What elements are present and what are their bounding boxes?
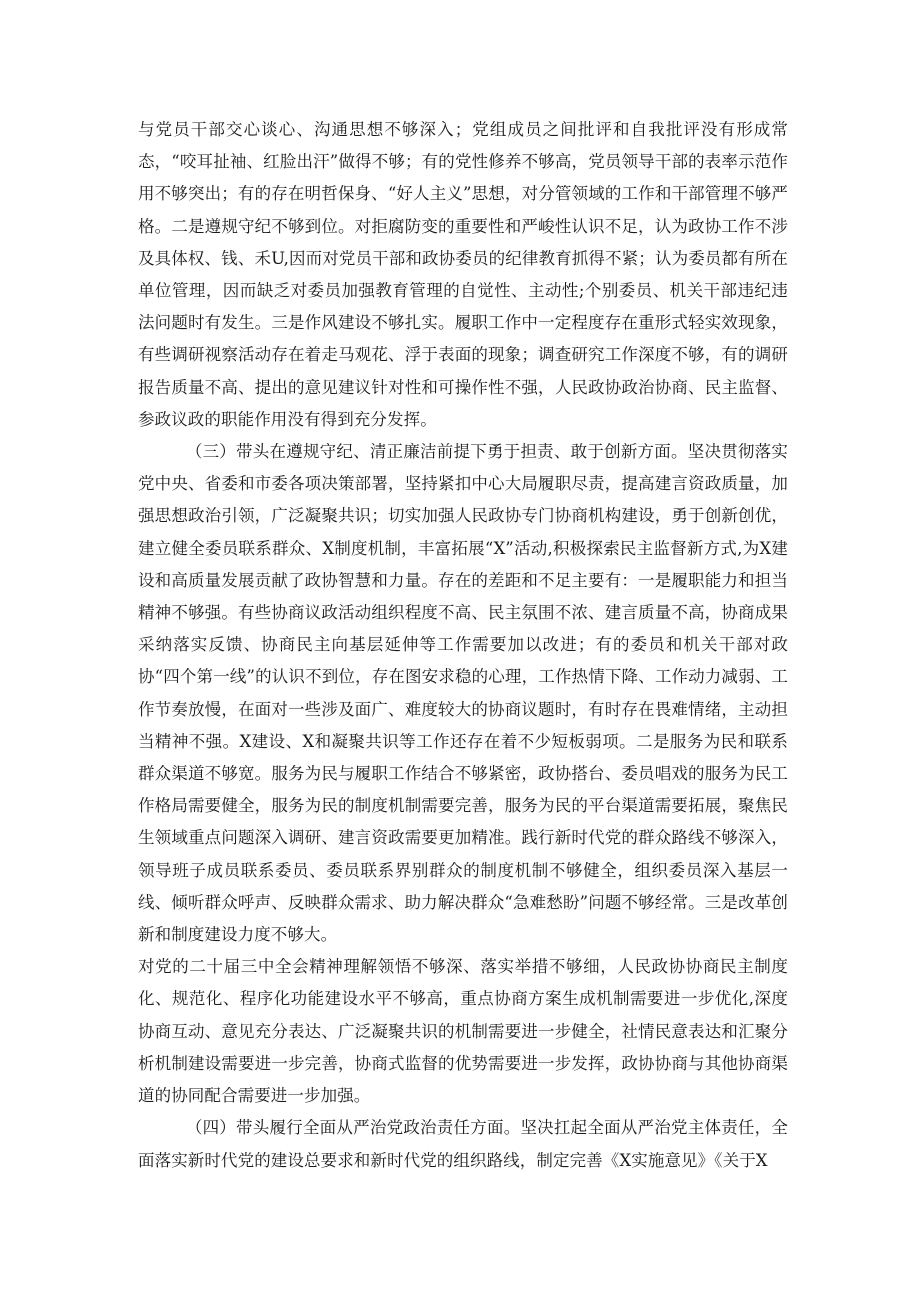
document-body: [138, 114, 788, 1177]
paragraph-section-three: （三）带头在遵规守纪、清正廉洁前提下勇于担责、敢于创新方面。坚决贯彻落实党中央、省委和市委各项决策部署，坚持紧扣中心大局履职尽责，提高建言资政质量，加强思想政治引领，广泛凝聚共识；切实加强人民政协专门协商机构建设，勇于创新创优，建立健全委员联系群众、X制度机制，丰富拓展“X”活动,积极探索民主监督新方式,为X建设和高质量发展贡献了政协智慧和力量。存在的差距和不足主要有：一是履职能力和担当精神不够强。有些协商议政活动组织程度不高、民主氛围不浓、建言质量不高，协商成果采纳落实反馈、协商民主向基层延伸等工作需要加以改进；有的委员和机关干部对政协“四个第一线”的认识不到位，存在图安求稳的心理，工作热情下降、工作动力减弱、工作节奏放慢，在面对一些涉及面广、难度较大的协商议题时，有时存在畏难情绪，主动担当精神不强。X建设、X和凝聚共识等工作还存在着不少短板弱项。二是服务为民和联系群众渠道不够宽。服务为民与履职工作结合不够紧密，政协搭台、委员唱戏的服务为民工作格局需要健全，服务为民的制度机制需要完善，服务为民的平台渠道需要拓展，聚焦民生领域重点问题深入调研、建言资政需要更加精准。践行新时代党的群众路线不够深入，领导班子成员联系委员、委员联系界别群众的制度机制不够健全，组织委员深入基层一线、倾听群众呼声、反映群众需求、助力解决群众“急难愁盼”问题不够经常。三是改革创新和制度建设力度不够大。: [138, 442, 788, 945]
paragraph-section-four: （四）带头履行全面从严治党政治责任方面。坚决扛起全面从严治党主体责任，全面落实新时代党的建设总要求和新时代党的组织路线，制定完善《X实施意见》《关于X: [138, 1118, 788, 1170]
paragraph-reform-innovation: 对党的二十届三中全会精神理解领悟不够深、落实举措不够细，人民政协协商民主制度化、规范化、程序化功能建设水平不够高，重点协商方案生成机制需要进一步优化,深度协商互动、意见充分表达、广泛凝聚共识的机制需要进一步健全，社情民意表达和汇聚分析机制建设需要进一步完善，协商式监督的优势需要进一步发挥，政协协商与其他协商渠道的协同配合需要进一步加强。: [138, 957, 788, 1106]
paragraph-continuation: 与党员干部交心谈心、沟通思想不够深入；党组成员之间批评和自我批评没有形成常态，“咬耳扯袖、红脸出汗”做得不够；有的党性修养不够高，党员领导干部的表率示范作用不够突出；有的存在明哲保身、“好人主义”思想，对分管领域的工作和干部管理不够严格。二是遵规守纪不够到位。对拒腐防变的重要性和严峻性认识不足，认为政协工作不涉及具体权、钱、禾U,因而对党员干部和政协委员的纪律教育抓得不紧；认为委员都有所在单位管理，因而缺乏对委员加强教育管理的自觉性、主动性;个别委员、机关干部违纪违法问题时有发生。三是作风建设不够扎实。履职工作中一定程度存在重形式轻实效现象，有些调研视察活动存在着走马观花、浮于表面的现象；调查研究工作深度不够，有的调研报告质量不高、提出的意见建议针对性和可操作性不强，人民政协政治协商、民主监督、参政议政的职能作用没有得到充分发挥。: [138, 120, 788, 429]
